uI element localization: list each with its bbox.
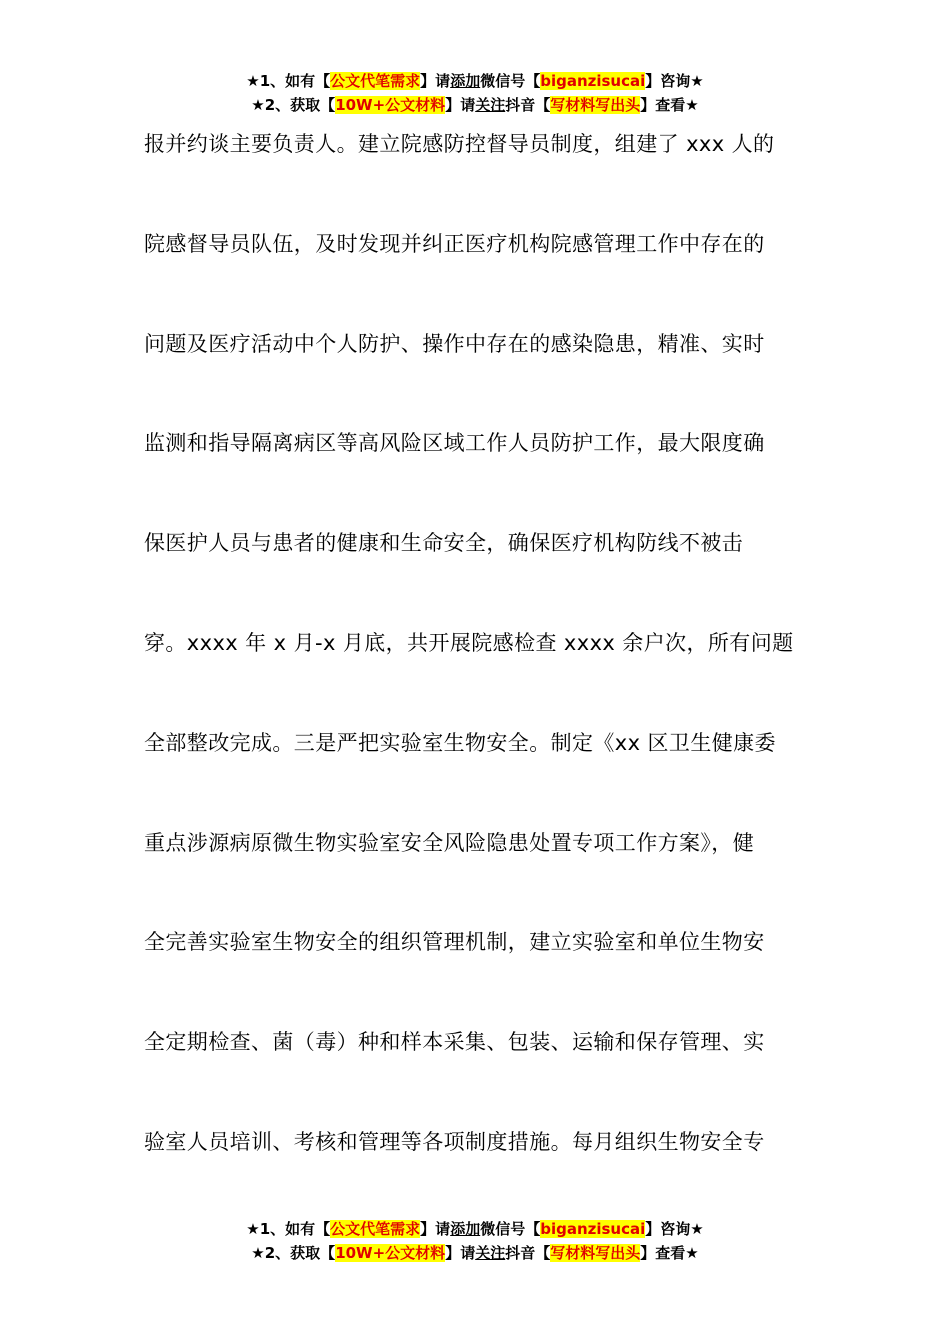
banner-text: 】请 [445, 96, 476, 114]
footer-banner-line-2 [0, 1241, 950, 1265]
body-line: 重点涉源病原微生物实验室安全风险隐患处置专项工作方案》，健 [144, 830, 755, 855]
banner-highlight: 公文代笔需求 [330, 72, 421, 90]
body-line: 报并约谈主要负责人。建立院感防控督导员制度，组建了 xxx 人的 [144, 132, 775, 156]
banner-underline: 添加 [450, 1220, 481, 1238]
banner-text: 】查看★ [640, 96, 699, 114]
banner-text: 微信号【 [480, 72, 541, 90]
body-line: 全定期检查、菌（毒）种和样本采集、包装、运输和保存管理、实 [144, 1030, 765, 1055]
banner-underline: 关注 [475, 96, 506, 114]
banner-text: 】咨询★ [645, 1220, 704, 1238]
body-line: 监测和指导隔离病区等高风险区域工作人员防护工作，最大限度确 [144, 431, 765, 456]
banner-text: ★1、如有【 [246, 72, 331, 90]
banner-text: 抖音【 [505, 96, 551, 114]
banner-highlight: 公文代笔需求 [330, 1220, 421, 1238]
banner-underline: 添加 [450, 72, 481, 90]
body-line: 穿。xxxx 年 x 月-x 月底，共开展院感检查 xxxx 余户次，所有问题 [144, 630, 794, 655]
banner-text: 微信号【 [480, 1220, 541, 1238]
body-line: 保医护人员与患者的健康和生命安全，确保医疗机构防线不被击 [144, 531, 744, 556]
banner-underline: 关注 [475, 1244, 506, 1262]
body-line: 验室人员培训、考核和管理等各项制度措施。每月组织生物安全专 [144, 1129, 765, 1154]
banner-text: 】请 [445, 1244, 476, 1262]
banner-text: 】请 [420, 72, 451, 90]
banner-highlight: 10W+公文材料 [335, 1244, 446, 1262]
footer-banner-line-1 [0, 1217, 950, 1241]
header-banner [0, 69, 950, 117]
banner-text: 抖音【 [505, 1244, 551, 1262]
banner-text: ★1、如有【 [246, 1220, 331, 1238]
body-line: 全完善实验室生物安全的组织管理机制，建立实验室和单位生物安 [144, 930, 765, 955]
banner-text: 】请 [420, 1220, 451, 1238]
douyin-name-highlight: 写材料写出头 [550, 96, 641, 114]
body-line: 问题及医疗活动中个人防护、操作中存在的感染隐患，精准、实时 [144, 331, 765, 356]
header-banner-line-1 [0, 69, 950, 93]
douyin-name-highlight: 写材料写出头 [550, 1244, 641, 1262]
banner-text: ★2、获取【 [251, 1244, 336, 1262]
footer-banner [0, 1217, 950, 1265]
banner-text: 】查看★ [640, 1244, 699, 1262]
document-body [144, 112, 824, 1210]
body-line: 全部整改完成。三是严把实验室生物安全。制定《xx 区卫生健康委 [144, 730, 776, 755]
banner-highlight: 10W+公文材料 [335, 96, 446, 114]
body-line: 院感督导员队伍，及时发现并纠正医疗机构院感管理工作中存在的 [144, 231, 765, 256]
banner-text: ★2、获取【 [251, 96, 336, 114]
wechat-id-highlight: biganzisucai [540, 1220, 646, 1238]
wechat-id-highlight: biganzisucai [540, 72, 646, 90]
banner-text: 】咨询★ [645, 72, 704, 90]
